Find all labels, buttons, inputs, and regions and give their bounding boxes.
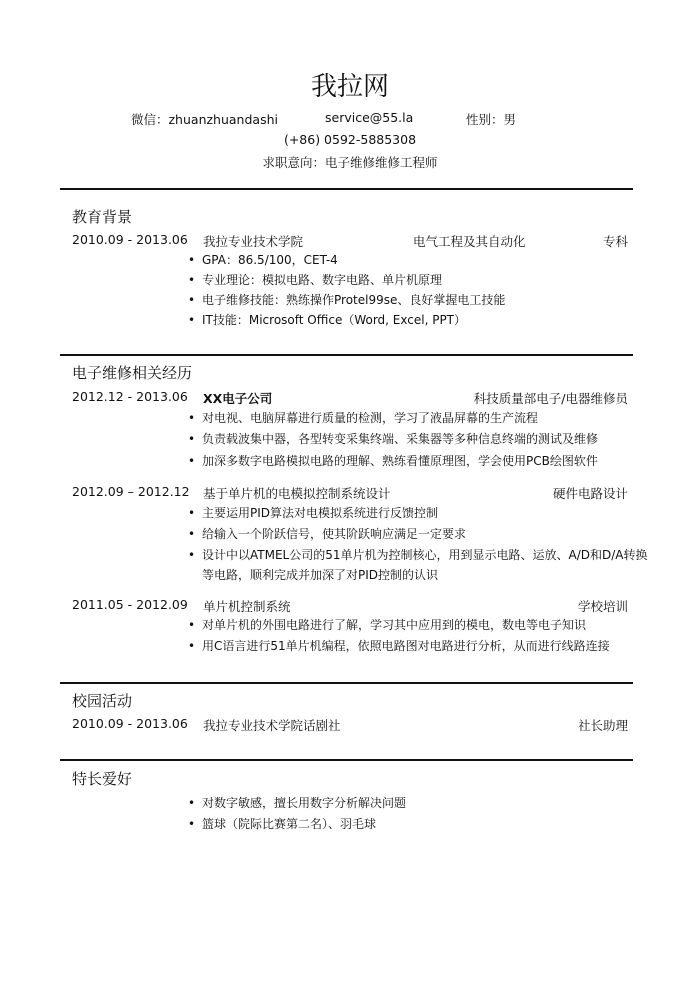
section-divider — [60, 354, 633, 356]
campus-role: 社长助理 — [577, 718, 628, 733]
job-objective: 求职意向：电子维修维修工程师 — [262, 155, 438, 170]
section-divider — [60, 682, 633, 684]
resume-name: 我拉网 — [310, 72, 389, 102]
education-title: 教育背景 — [72, 208, 133, 226]
campus-title: 校园活动 — [72, 692, 133, 710]
hobbies-title: 特长爱好 — [72, 770, 133, 788]
experience-role: 学校培训 — [577, 599, 628, 614]
experience-row — [72, 389, 632, 409]
section-divider — [60, 188, 633, 190]
experience-title: 电子维修相关经历 — [72, 364, 193, 382]
experience-row — [72, 484, 632, 504]
wechat-id: 微信：zhuanzhuandashi — [131, 112, 278, 127]
experience-role: 硬件电路设计 — [552, 486, 628, 501]
experience-org: 单片机控制系统 — [203, 599, 291, 614]
experience-role: 科技质量部电子/电器维修员 — [473, 391, 628, 406]
major-name: 电气工程及其自动化 — [413, 234, 526, 249]
phone-number: (+86) 0592-5885308 — [283, 132, 417, 147]
experience-row — [72, 597, 632, 617]
gender: 性别：男 — [466, 112, 517, 127]
experience-date: 2012.09 – 2012.12 — [72, 484, 190, 499]
campus-date: 2010.09 - 2013.06 — [72, 716, 188, 731]
campus-org: 我拉专业技术学院话剧社 — [203, 718, 341, 733]
campus-row — [72, 716, 632, 736]
experience-org: XX电子公司 — [203, 391, 273, 406]
experience-date: 2012.12 - 2013.06 — [72, 389, 188, 404]
experience-org: 基于单片机的电模拟控制系统设计 — [203, 486, 391, 501]
education-row — [72, 232, 632, 252]
degree-name: 专科 — [602, 234, 628, 249]
school-name: 我拉专业技术学院 — [203, 234, 304, 249]
email-address: service@55.la — [325, 110, 414, 125]
experience-date: 2011.05 - 2012.09 — [72, 597, 188, 612]
section-divider — [60, 759, 633, 761]
education-date: 2010.09 - 2013.06 — [72, 232, 188, 247]
